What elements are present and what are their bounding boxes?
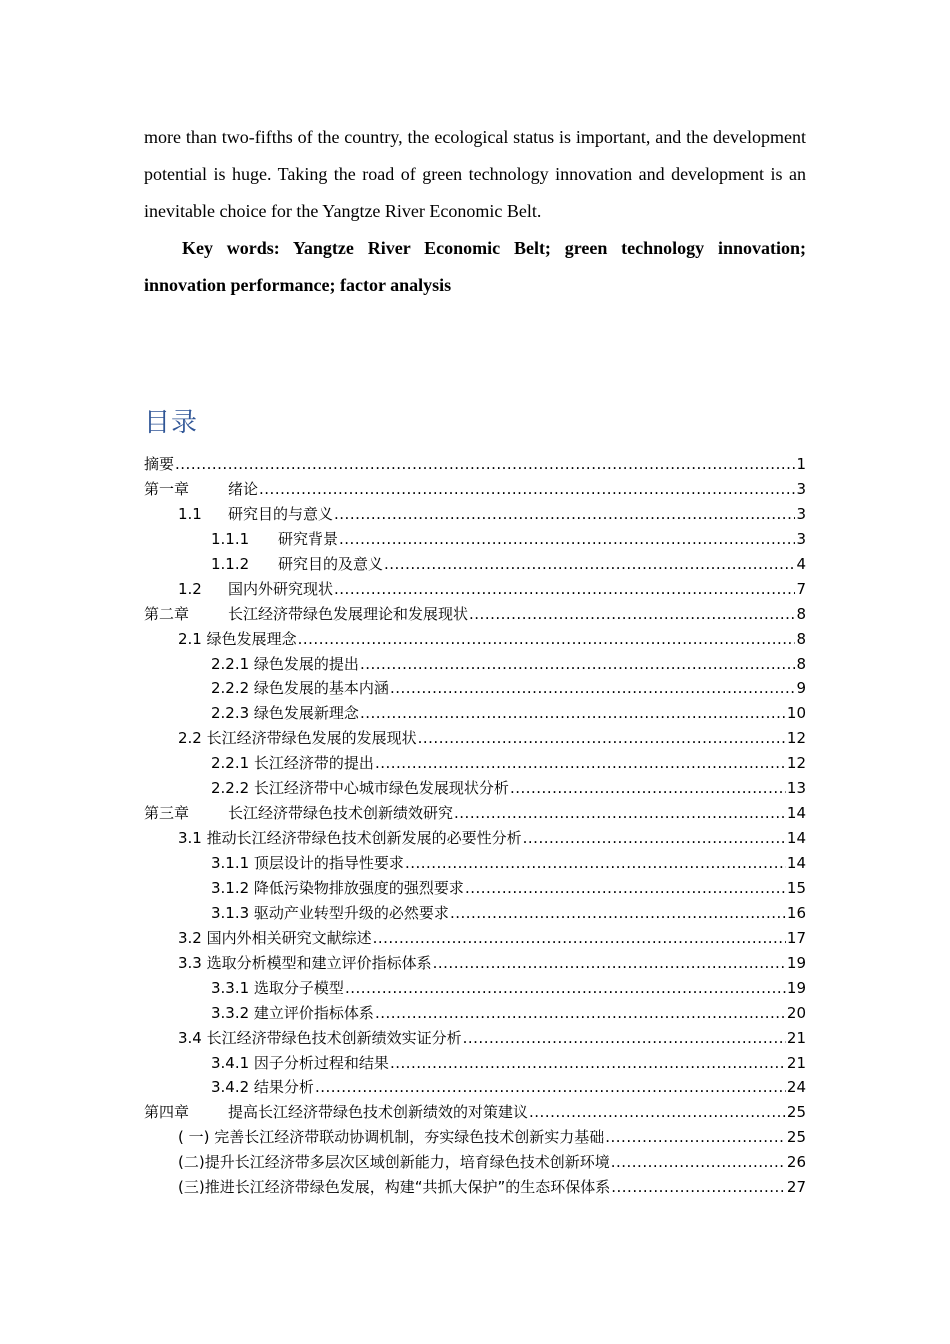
toc-entry-text: ( 一) 完善长江经济带联动协调机制，夯实绿色技术创新实力基础 [178,1128,605,1147]
toc-entry[interactable] [144,1075,806,1100]
toc-leader [339,527,795,552]
toc-entry-text: (二)提升长江经济带多层次区域创新能力，培育绿色技术创新环境 [178,1153,610,1172]
toc-entry-text: 2.2.1 长江经济带的提出 [211,754,374,773]
abstract-paragraph: more than two-fifths of the country, the ecological status is important, and the development potential is huge. Taking the road of green technology innovation and development is an inevitable choice for the Yangtze River Economic Belt. [144,127,806,221]
toc-entry-page: 20 [786,1003,806,1022]
toc-entry-page: 12 [786,754,806,773]
toc-entry[interactable] [144,851,806,876]
toc-entry-text: 3.2 国内外相关研究文献综述 [178,928,372,947]
toc-entry-number: 1.1.2 [211,554,250,573]
toc-entry[interactable] [144,652,806,677]
toc-entry-text: 3.1.2 降低污染物排放强度的强烈要求 [211,878,464,897]
toc-entry[interactable] [144,627,806,652]
toc-entry-number: 第三章 [144,804,190,823]
toc-entry-text: 3.3 选取分析模型和建立评价指标体系 [178,953,432,972]
toc-entry[interactable] [144,1100,806,1125]
toc-entry-text: 3.4 长江经济带绿色技术创新绩效实证分析 [178,1028,462,1047]
toc-entry[interactable] [144,876,806,901]
toc-entry[interactable] [144,1125,806,1150]
toc-leader [334,502,795,527]
toc-entry-text: 2.2.2 长江经济带中心城市绿色发展现状分析 [211,779,509,798]
toc-entry[interactable] [144,1051,806,1076]
toc-entry-page: 27 [786,1178,806,1197]
toc-entry-text: 摘要 [144,455,175,473]
toc-entry-text: 研究背景 [278,529,339,548]
toc-entry-page: 19 [786,978,806,997]
toc-entry-page: 25 [786,1128,806,1147]
toc-entry-number: 1.2 [178,579,202,598]
toc-leader [611,1150,786,1175]
toc-leader [611,1175,786,1200]
toc-leader [175,452,795,477]
toc-entry-text: (三)推进长江经济带绿色发展，构建“共抓大保护”的生态环保体系 [178,1178,611,1197]
toc-entry-text: 3.4.1 因子分析过程和结果 [211,1053,389,1072]
toc-leader [523,826,786,851]
toc-entry-number: 1.1 [178,504,202,523]
toc-entry[interactable] [144,552,806,577]
toc-entry-page: 4 [796,554,806,573]
toc-entry[interactable] [144,602,806,627]
toc-leader [360,701,786,726]
toc-entry-page: 21 [786,1028,806,1047]
toc-entry-page: 16 [786,903,806,922]
toc-leader [605,1125,786,1150]
toc-entry-page: 8 [796,604,806,623]
toc-entry-page: 15 [786,878,806,897]
toc-entry-page: 7 [796,579,806,598]
toc-leader [360,652,796,677]
toc-entry-page: 3 [796,479,806,498]
toc-entry-text: 3.3.2 建立评价指标体系 [211,1003,374,1022]
toc-entry-page: 8 [796,654,806,673]
toc-entry-number: 第一章 [144,479,190,498]
toc-entry-page: 10 [786,704,806,723]
toc-entry[interactable] [144,452,806,477]
toc-entry[interactable] [144,1026,806,1051]
toc-entry-number: 第二章 [144,604,190,623]
abstract-section [144,119,806,304]
toc-entry[interactable] [144,477,806,502]
toc-title: 目录 [144,408,199,438]
toc-entry-text: 3.1.1 顶层设计的指导性要求 [211,854,404,872]
toc-entry[interactable] [144,976,806,1001]
toc-entry-text: 2.2.1 绿色发展的提出 [211,654,359,673]
toc-leader [315,1075,786,1100]
toc-leader [390,676,796,701]
toc-entry-page: 25 [786,1103,806,1122]
toc-entry-page: 13 [786,779,806,798]
toc-entry-text: 提高长江经济带绿色技术创新绩效的对策建议 [228,1103,529,1122]
toc-entry[interactable] [144,751,806,776]
keywords-paragraph: Key words: Yangtze River Economic Belt; green technology innovation; innovation performance; factor analysis [144,238,806,295]
toc-entry[interactable] [144,1175,806,1200]
toc-entry[interactable] [144,901,806,926]
toc-leader [405,851,786,876]
toc-leader [529,1100,786,1125]
toc-entry-page: 8 [796,629,806,648]
toc-leader [510,776,786,801]
toc-entry-page: 17 [786,928,806,947]
toc-entry-page: 24 [786,1078,806,1097]
toc-entry-number: 1.1.1 [211,529,250,548]
toc-entry[interactable] [144,676,806,701]
toc-entry-text: 2.2.3 绿色发展新理念 [211,704,359,723]
toc-entry-page: 14 [786,829,806,848]
toc-entry-page: 3 [796,504,806,523]
toc-entry[interactable] [144,502,806,527]
toc-leader [454,801,786,826]
toc-entry-text: 长江经济带绿色发展理论和发展现状 [228,604,469,623]
toc-entry-text: 研究目的及意义 [278,554,384,573]
toc-leader [433,951,786,976]
toc-entry-text: 研究目的与意义 [228,504,334,523]
toc-entry[interactable] [144,776,806,801]
toc-leader [259,477,795,502]
toc-leader [375,751,786,776]
toc-leader [298,627,796,652]
toc-entry-number: 第四章 [144,1103,190,1122]
toc-entry-text: 3.3.1 选取分子模型 [211,978,344,997]
toc-leader [450,901,786,926]
toc-entry[interactable] [144,726,806,751]
toc-leader [469,602,795,627]
toc-entry[interactable] [144,577,806,602]
toc-entry-page: 19 [786,953,806,972]
toc-leader [463,1026,786,1051]
toc-entry[interactable] [144,926,806,951]
toc-entry[interactable] [144,701,806,726]
toc-entry-text: 国内外研究现状 [228,579,334,598]
toc-entry-page: 3 [796,529,806,548]
toc-entry[interactable] [144,527,806,552]
toc-entry-text: 2.2 长江经济带绿色发展的发展现状 [178,729,417,748]
toc-entry-text: 长江经济带绿色技术创新绩效研究 [228,804,454,823]
toc-entry-page: 12 [786,729,806,748]
toc-leader [418,726,786,751]
toc-leader [465,876,786,901]
table-of-contents [144,452,806,1200]
toc-entry-page: 1 [796,455,806,473]
toc-entry[interactable] [144,1001,806,1026]
toc-entry-text: 3.1.3 驱动产业转型升级的必然要求 [211,903,449,922]
toc-leader [390,1051,786,1076]
toc-leader [373,926,786,951]
toc-entry-page: 14 [786,804,806,823]
toc-entry-text: 3.1 推动长江经济带绿色技术创新发展的必要性分析 [178,829,522,848]
toc-entry-page: 9 [796,679,806,698]
toc-leader [384,552,795,577]
toc-entry-page: 14 [786,854,806,872]
toc-entry-page: 21 [786,1053,806,1072]
toc-entry-text: 3.4.2 结果分析 [211,1078,314,1097]
toc-entry[interactable] [144,1150,806,1175]
toc-entry-text: 2.1 绿色发展理念 [178,629,297,648]
toc-entry[interactable] [144,826,806,851]
toc-entry-text: 2.2.2 绿色发展的基本内涵 [211,679,389,698]
toc-leader [345,976,786,1001]
toc-leader [375,1001,786,1026]
toc-entry-text: 绪论 [228,479,259,498]
toc-entry[interactable] [144,951,806,976]
toc-entry-page: 26 [786,1153,806,1172]
toc-entry[interactable] [144,801,806,826]
toc-leader [334,577,795,602]
